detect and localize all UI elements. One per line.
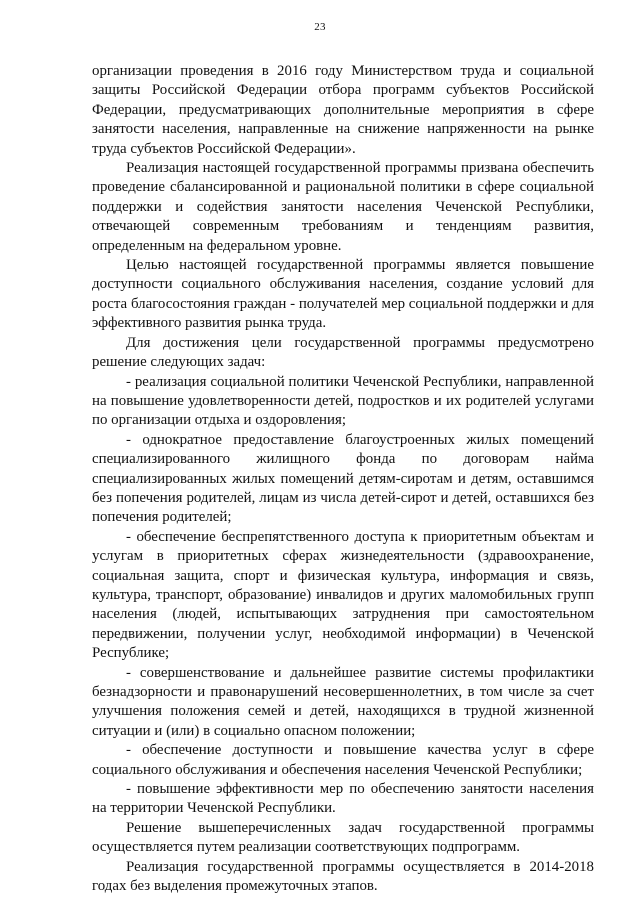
paragraph-implementation-period: Реализация государственной программы осуществляется в 2014-2018 годах без выделения промежуточных этапов. [92, 858, 594, 895]
task-item: - обеспечение доступности и повышение качества услуг в сфере социального обслуживания и обеспечения населения Чеченской Республики; [92, 742, 594, 778]
task-item: - совершенствование и дальнейшее развитие системы профилактики безнадзорности и правонарушений несовершеннолетних, в том числе за счет улучшения положения семей и детей, находящихся в трудной жизненной ситуации и (или) в социально опасном положении; [92, 664, 594, 739]
paragraph-tasks-intro: Для достижения цели государственной программы предусмотрено решение следующих задач: [92, 334, 594, 371]
task-item: - реализация социальной политики Чеченской Республики, направленной на повышение удовлетворенности детей, подростков и их родителей услугами по организации отдыха и оздоровления; [92, 373, 594, 429]
paragraph-subprograms: Решение вышеперечисленных задач государственной программы осуществляется путем реализации соответствующих подпрограмм. [92, 819, 594, 856]
task-item: - повышение эффективности мер по обеспечению занятости населения на территории Чеченской Республики. [92, 781, 594, 817]
page-number: 23 [314, 21, 326, 33]
paragraph-continuation: организации проведения в 2016 году Министерством труда и социальной защиты Российской Федерации отбора программ субъектов Российской Федерации, предусматривающих дополнительные мероприятия в сфере занятости населения, направленные на снижение напряженности на рынке труда субъектов Российской Федерации». [92, 63, 594, 157]
paragraph-program-goal: Целью настоящей государственной программы является повышение доступности социального обслуживания населения, создание условий для роста благосостояния граждан - получателей мер социальной поддержки и для эффективного развития рынка труда. [92, 257, 594, 332]
paragraph-program-purpose: Реализация настоящей государственной программы призвана обеспечить проведение сбалансированной и рациональной политики в сфере социальной поддержки и содействия занятости населения Чеченской Республики, отвечающей современным требованиям и тенденциям развития, определенным на федеральном уровне. [92, 160, 594, 254]
body-text [92, 62, 594, 896]
task-item: - однократное предоставление благоустроенных жилых помещений специализированного жилищного фонда по договорам найма специализированных жилых помещений детям-сиротам и детям, оставшимся без попечения родителей, лицам из числа детей-сирот и детей, оставшихся без попечения родителей; [92, 431, 594, 526]
task-item: - обеспечение беспрепятственного доступа к приоритетным объектам и услугам в приоритетных сферах жизнедеятельности (здравоохранение, социальная защита, спорт и физическая культура, информация и связь, культура, транспорт, образование) инвалидов и других маломобильных групп населения (людей, испытывающих затруднения при самостоятельном передвижении, получении услуг, необходимой информации) в Чеченской Республике; [92, 528, 594, 662]
